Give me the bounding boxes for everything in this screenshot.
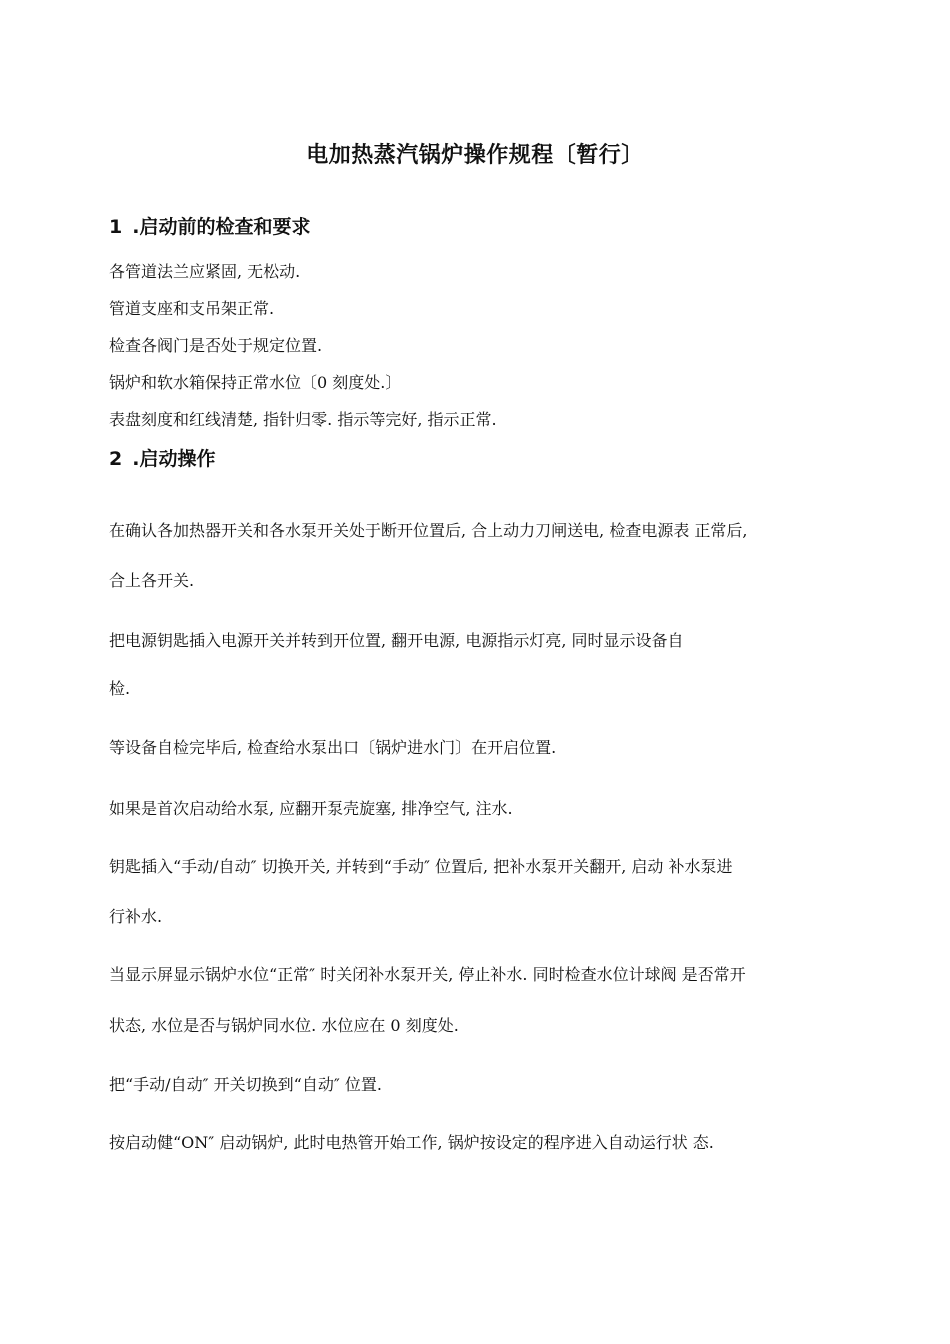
section-1-line: 各管道法兰应紧固, 无松动. xyxy=(109,262,301,281)
section-2-title: .启动操作 xyxy=(132,448,216,470)
section-2-line: 等设备自检完毕后, 检查给水泵出口〔锅炉进水门〕在开启位置. xyxy=(109,738,557,757)
section-2-line: 当显示屏显示锅炉水位“正常″ 时关闭补水泵开关, 停止补水. 同时检查水位计球阀 是否常开 xyxy=(109,965,746,984)
section-2-line: 行补水. xyxy=(109,907,163,926)
section-1-title: .启动前的检查和要求 xyxy=(132,216,311,238)
section-1-line: 表盘刻度和红线清楚, 指针归零. 指示等完好, 指示正常. xyxy=(109,410,497,429)
section-1-line: 管道支座和支吊架正常. xyxy=(109,299,275,318)
section-1-number: 1 xyxy=(109,216,123,238)
section-2-line: 状态, 水位是否与锅炉同水位. 水位应在 0 刻度处. xyxy=(109,1016,459,1035)
section-1-line: 锅炉和软水箱保持正常水位〔0 刻度处.〕 xyxy=(109,373,402,392)
section-2-line: 按启动健“ON″ 启动锅炉, 此时电热管开始工作, 锅炉按设定的程序进入自动运行状 态. xyxy=(109,1133,714,1152)
section-2-line: 检. xyxy=(109,679,131,698)
section-2-line: 钥匙插入“手动/自动″ 切换开关, 并转到“手动″ 位置后, 把补水泵开关翻开, 启动 补水泵进 xyxy=(109,857,733,876)
section-2-line: 合上各开关. xyxy=(109,571,195,590)
section-1-line: 检查各阀门是否处于规定位置. xyxy=(109,336,323,355)
document-title: 电加热蒸汽锅炉操作规程〔暂行〕 xyxy=(306,143,644,168)
section-1-heading xyxy=(109,213,310,241)
section-2-line: 在确认各加热器开关和各水泵开关处于断开位置后, 合上动力刀闸送电, 检查电源表 正常后, xyxy=(109,521,748,540)
section-2-heading xyxy=(109,445,215,473)
section-2-number: 2 xyxy=(109,448,123,470)
section-2-line: 如果是首次启动给水泵, 应翻开泵壳旋塞, 排净空气, 注水. xyxy=(109,799,513,818)
section-2-line: 把电源钥匙插入电源开关并转到开位置, 翻开电源, 电源指示灯亮, 同时显示设备自 xyxy=(109,631,684,650)
section-2-line: 把“手动/自动″ 开关切换到“自动″ 位置. xyxy=(109,1075,382,1094)
